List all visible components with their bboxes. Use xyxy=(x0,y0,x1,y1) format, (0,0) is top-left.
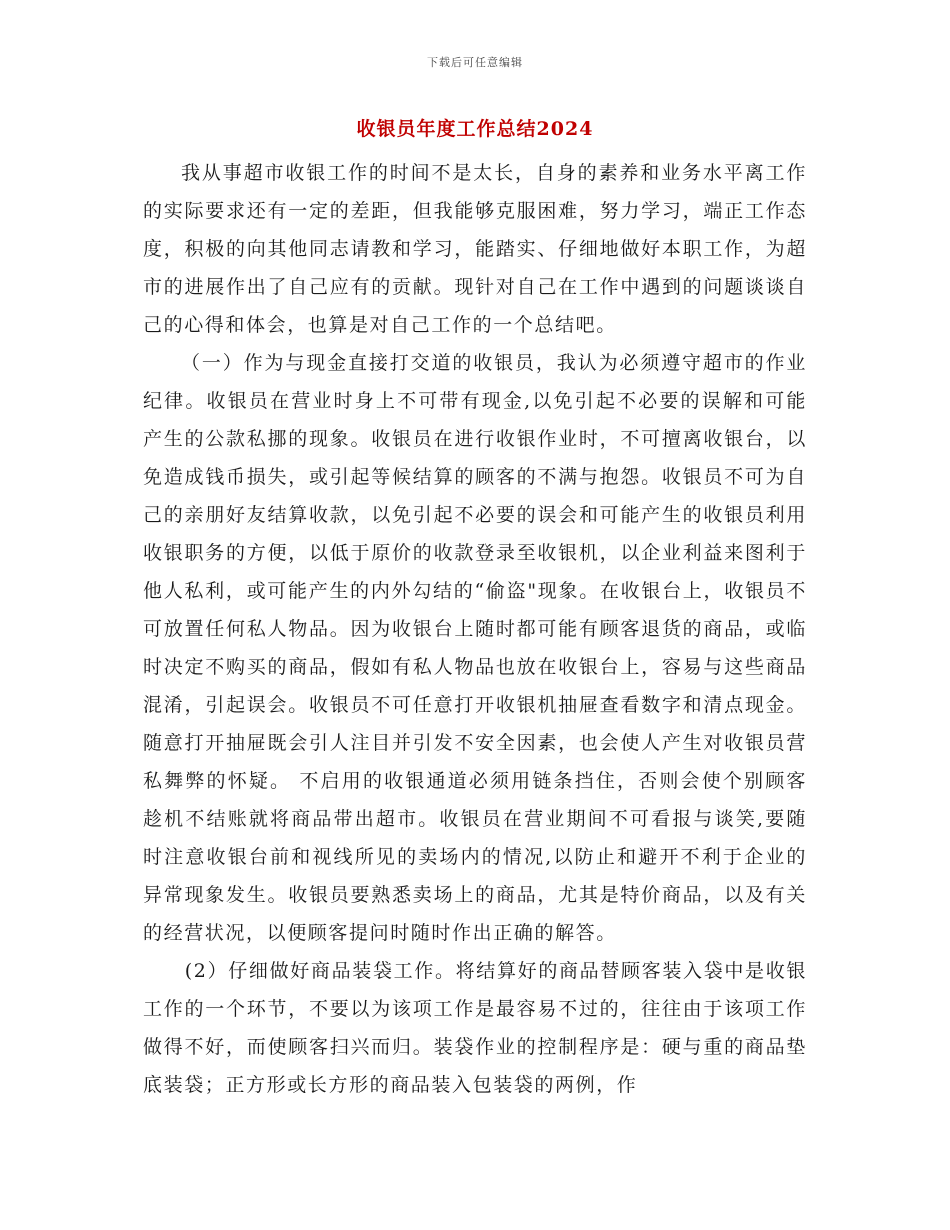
document-body xyxy=(143,154,807,1104)
page-title: 收银员年度工作总结2024 xyxy=(356,118,594,140)
paragraph-intro: 我从事超市收银工作的时间不是太长，自身的素养和业务水平离工作的实际要求还有一定的差距，但我能够克服困难，努力学习，端正工作态度，积极的向其他同志请教和学习，能踏实、仔细地做好本职工作，为超市的进展作出了自己应有的贡献。现针对自己在工作中遇到的问题谈谈自己的心得和体会，也算是对自己工作的一个总结吧。 xyxy=(143,162,807,336)
paragraph-section-2: (2）仔细做好商品装袋工作。将结算好的商品替顾客装入袋中是收银工作的一个环节，不要以为该项工作是最容易不过的，往往由于该项工作做得不好，而使顾客扫兴而归。装袋作业的控制程序是：硬与重的商品垫底装袋；正方形或长方形的商品装入包装袋的两例，作 xyxy=(143,960,807,1096)
header-note: 下载后可任意编辑 xyxy=(427,56,523,69)
paragraph-section-1: （一）作为与现金直接打交道的收银员，我认为必须遵守超市的作业纪律。收银员在营业时身上不可带有现金,以免引起不必要的误解和可能产生的公款私挪的现象。收银员在进行收银作业时，不可擅离收银台，以免造成钱币损失，或引起等候结算的顾客的不满与抱怨。收银员不可为自己的亲朋好友结算收款，以免引起不必要的误会和可能产生的收银员利用收银职务的方便，以低于原价的收款登录至收银机，以企业利益来图利于他人私利，或可能产生的内外勾结的“偷盗"现象。在收银台上，收银员不可放置任何私人物品。因为收银台上随时都可能有顾客退货的商品，或临时决定不购买的商品，假如有私人物品也放在收银台上，容易与这些商品混淆，引起误会。收银员不可任意打开收银机抽屉查看数字和清点现金。随意打开抽屉既会引人注目并引发不安全因素，也会使人产生对收银员营私舞弊的怀疑。 不启用的收银通道必须用链条挡住，否则会使个别顾客趁机不结账就将商品带出超市。收银员在营业期间不可看报与谈笑,要随时注意收银台前和视线所见的卖场内的情况,以防止和避开不利于企业的异常现象发生。收银员要熟悉卖场上的商品，尤其是特价商品，以及有关的经营状况，以便顾客提问时随时作出正确的解答。 xyxy=(143,352,807,944)
